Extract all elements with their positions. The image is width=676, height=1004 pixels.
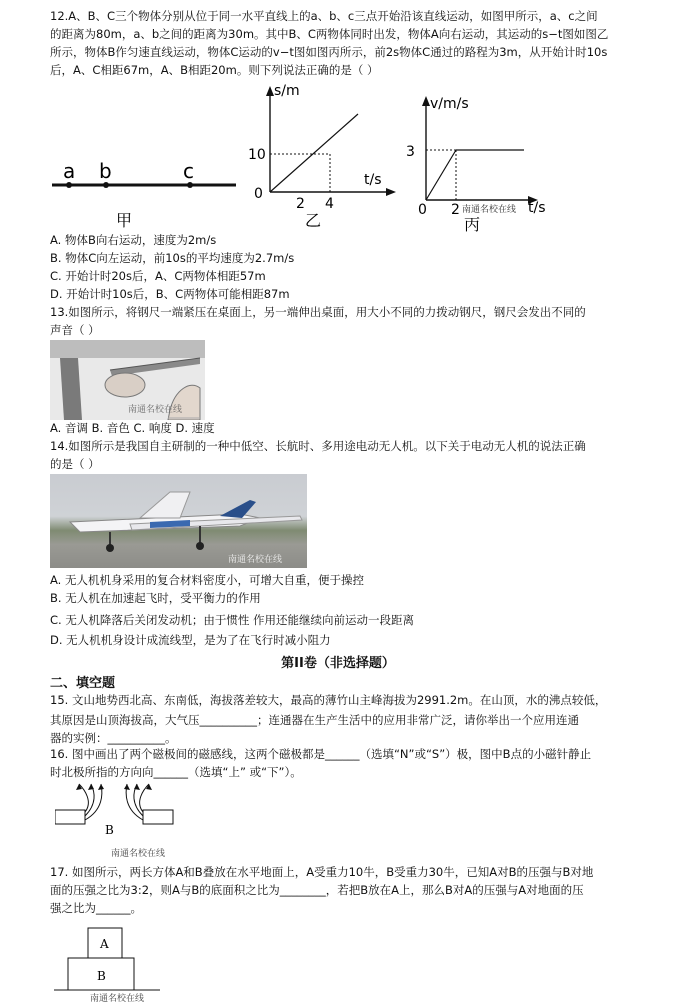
q14-line-2: 的是（ ）	[50, 457, 100, 471]
section-2-title: 二、填空题	[50, 676, 116, 691]
figure-jia-caption: 甲	[116, 211, 133, 230]
yi-x-tick-2: 2	[296, 196, 305, 212]
q13-line-1: 13.如图所示，将钢尺一端紧压在桌面上，另一端伸出桌面，用大小不同的力拨动钢尺，钢尺会发出不同的	[50, 305, 586, 319]
q15-line-2: 其原因是山顶海拔高，大气压__________；连通器在生产生活中的应用非常广泛，请你举出一个应用连通	[50, 713, 579, 727]
q12-line-3: 所示，物体B作匀速直线运动，物体C运动的v−t图如图丙所示，前2s物体C通过的路程为3m，从开始计时10s	[50, 45, 608, 59]
q14-option-b: B. 无人机在加速起飞时，受平衡力的作用	[50, 591, 261, 605]
yi-y-tick: 10	[248, 147, 266, 163]
drone-photo	[50, 474, 307, 568]
q14-line-1: 14.如图所示是我国自主研制的一种中低空、长航时、多用途电动无人机。以下关于电动无人机的说法正确	[50, 439, 586, 453]
yi-x-label: t/s	[364, 172, 382, 188]
figure-bing-caption: 丙	[464, 215, 481, 234]
yi-y-label: s/m	[274, 83, 300, 99]
watermark-text: 南通名校在线	[90, 994, 145, 1004]
watermark-text: 南通名校在线	[228, 555, 283, 565]
magnetic-field-figure	[55, 782, 175, 862]
figure-yi-caption: 乙	[305, 211, 322, 230]
q12-line-1: 12.A、B、C三个物体分别从位于同一水平直线上的a、b、c三点开始沿该直线运动，如图甲所示，a、c之间	[50, 9, 598, 23]
yi-x-tick-4: 4	[325, 196, 334, 212]
q17-line-2: 面的压强之比为3:2，则A与B的底面积之比为________，若把B放在A上，那么B对A的压强与A对地面的压	[50, 883, 584, 897]
q17-line-3: 强之比为______。	[50, 901, 142, 915]
point-c-label: c	[183, 159, 194, 183]
point-b-label: B	[105, 823, 114, 837]
figure-yi	[240, 80, 400, 230]
stacked-blocks-figure	[50, 924, 180, 1004]
q12-line-2: 的距离为80m，a、b之间的距离为30m。其中B、C两物体同时出发，物体A向右运动，其运动的s−t图如图乙	[50, 27, 609, 41]
q15-line-1: 15. 文山地势西北高、东南低，海拔落差较大，最高的薄竹山主峰海拔为2991.2m。在山顶，水的沸点较低，	[50, 693, 607, 707]
q15-line-3: 器的实例：__________。	[50, 731, 177, 745]
q14-option-d: D. 无人机机身设计成流线型，是为了在飞行时减小阻力	[50, 633, 331, 647]
watermark-text: 南通名校在线	[111, 849, 166, 859]
ruler-table-photo	[50, 340, 205, 420]
q12-option-b: B. 物体C向左运动，前10s的平均速度为2.7m/s	[50, 251, 295, 265]
q13-line-2: 声音（ ）	[50, 323, 100, 337]
q12-option-d: D. 开始计时10s后，B、C两物体可能相距87m	[50, 287, 290, 301]
bing-y-tick: 3	[406, 144, 415, 160]
q12-option-c: C. 开始计时20s后，A、C两物体相距57m	[50, 269, 266, 283]
block-a-label: A	[100, 937, 109, 951]
point-a-label: a	[63, 159, 76, 183]
q12-line-4: 后，A、C相距67m，A、B相距20m。则下列说法正确的是（ ）	[50, 63, 379, 77]
figure-bing	[400, 88, 560, 236]
q16-line-1: 16. 图中画出了两个磁极间的磁感线，这两个磁极都是______（选填“N”或“S”）极，图中B点的小磁针静止	[50, 747, 592, 761]
point-b-label: b	[99, 159, 112, 183]
bing-y-label: v/m/s	[430, 96, 469, 112]
block-b-label: B	[97, 969, 106, 983]
watermark-text: 南通名校在线	[128, 405, 183, 415]
q13-options: A. 音调 B. 音色 C. 响度 D. 速度	[50, 421, 215, 435]
bing-x-label: t/s	[528, 200, 546, 216]
part-2-title: 第II卷（非选择题）	[281, 656, 395, 671]
q17-line-1: 17. 如图所示，两长方体A和B叠放在水平地面上，A受重力10牛，B受重力30牛，已知A对B的压强与B对地	[50, 865, 594, 879]
yi-origin: 0	[254, 186, 263, 202]
q14-option-a: A. 无人机机身采用的复合材料密度小，可增大自重，便于操控	[50, 573, 364, 587]
bing-origin: 0	[418, 202, 427, 218]
q16-line-2: 时北极所指的方向向______（选填“上” 或“下”）。	[50, 765, 302, 779]
watermark-text: 南通名校在线	[462, 205, 517, 215]
q14-option-c: C. 无人机降落后关闭发动机；由于惯性 作用还能继续向前运动一段距离	[50, 613, 414, 627]
bing-x-tick: 2	[451, 202, 460, 218]
figure-jia	[50, 150, 240, 230]
q12-option-a: A. 物体B向右运动，速度为2m/s	[50, 233, 217, 247]
